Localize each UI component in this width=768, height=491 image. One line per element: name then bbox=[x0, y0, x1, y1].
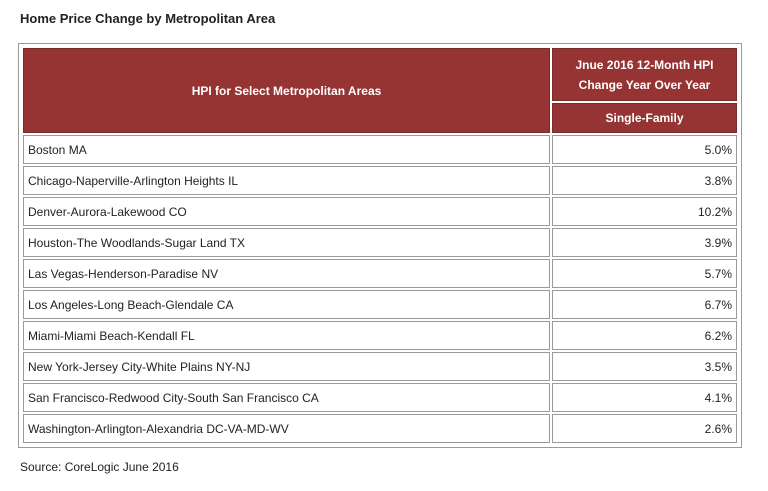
header-single-family: Single-Family bbox=[552, 103, 737, 133]
value-cell: 6.2% bbox=[552, 321, 737, 350]
value-cell: 2.6% bbox=[552, 414, 737, 443]
header-area: HPI for Select Metropolitan Areas bbox=[23, 48, 550, 133]
area-cell: San Francisco-Redwood City-South San Francisco CA bbox=[23, 383, 550, 412]
value-cell: 3.9% bbox=[552, 228, 737, 257]
table-row bbox=[23, 259, 737, 288]
area-cell: Boston MA bbox=[23, 135, 550, 164]
table-row bbox=[23, 290, 737, 319]
area-cell: New York-Jersey City-White Plains NY-NJ bbox=[23, 352, 550, 381]
table-row bbox=[23, 135, 737, 164]
value-cell: 10.2% bbox=[552, 197, 737, 226]
value-cell: 3.5% bbox=[552, 352, 737, 381]
page-title: Home Price Change by Metropolitan Area bbox=[20, 11, 276, 26]
area-cell: Washington-Arlington-Alexandria DC-VA-MD-WV bbox=[23, 414, 550, 443]
table-header bbox=[23, 48, 737, 133]
source-note: Source: CoreLogic June 2016 bbox=[20, 460, 179, 474]
value-cell: 5.0% bbox=[552, 135, 737, 164]
area-cell: Miami-Miami Beach-Kendall FL bbox=[23, 321, 550, 350]
area-cell: Houston-The Woodlands-Sugar Land TX bbox=[23, 228, 550, 257]
header-change bbox=[552, 48, 737, 101]
table-row bbox=[23, 383, 737, 412]
header-change-line1: Jnue 2016 12-Month HPI bbox=[575, 57, 714, 72]
hpi-table-container bbox=[18, 43, 742, 448]
header-row-top bbox=[23, 48, 737, 101]
table-row bbox=[23, 321, 737, 350]
table-body bbox=[23, 135, 737, 443]
area-cell: Denver-Aurora-Lakewood CO bbox=[23, 197, 550, 226]
value-cell: 6.7% bbox=[552, 290, 737, 319]
header-change-line2: Change Year Over Year bbox=[578, 77, 711, 92]
value-cell: 5.7% bbox=[552, 259, 737, 288]
table-row bbox=[23, 352, 737, 381]
value-cell: 3.8% bbox=[552, 166, 737, 195]
area-cell: Chicago-Naperville-Arlington Heights IL bbox=[23, 166, 550, 195]
table-row bbox=[23, 166, 737, 195]
area-cell: Las Vegas-Henderson-Paradise NV bbox=[23, 259, 550, 288]
value-cell: 4.1% bbox=[552, 383, 737, 412]
area-cell: Los Angeles-Long Beach-Glendale CA bbox=[23, 290, 550, 319]
table-row bbox=[23, 414, 737, 443]
table-row bbox=[23, 197, 737, 226]
table-row bbox=[23, 228, 737, 257]
hpi-table bbox=[21, 46, 739, 445]
